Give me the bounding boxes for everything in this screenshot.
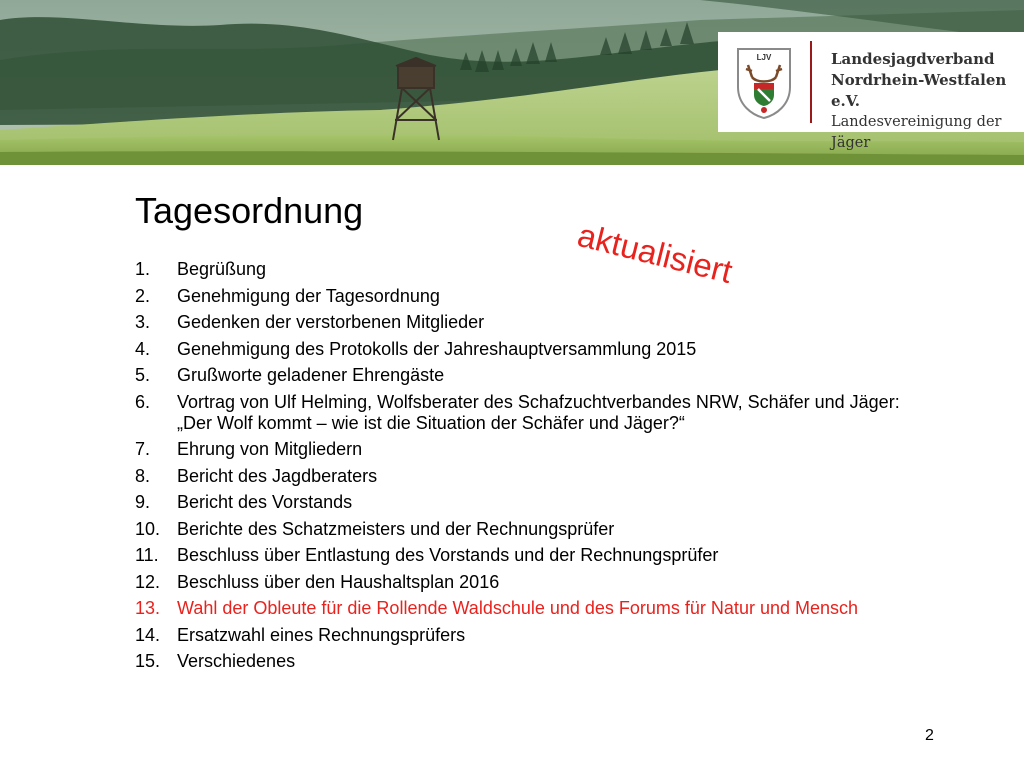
agenda-text: Beschluss über den Haushaltsplan 2016 bbox=[177, 571, 500, 592]
agenda-text: Ersatzwahl eines Rechnungsprüfers bbox=[177, 624, 466, 645]
agenda-text: Bericht des Vorstands bbox=[177, 492, 353, 512]
logo-line-2: Nordrhein-Westfalen e.V. bbox=[831, 71, 1007, 110]
agenda-item bbox=[135, 492, 935, 513]
agenda-item bbox=[135, 339, 935, 360]
agenda-number: 9. bbox=[135, 492, 151, 512]
agenda-item bbox=[135, 519, 935, 540]
agenda-number: 8. bbox=[135, 465, 151, 486]
agenda-item bbox=[135, 392, 935, 434]
agenda-number: 10. bbox=[135, 518, 161, 539]
agenda-text: Beschluss über Entlastung des Vorstands und der Rechnungsprüfer bbox=[177, 545, 719, 565]
updated-stamp: aktualisiert bbox=[574, 216, 737, 291]
agenda-number: 12. bbox=[135, 571, 161, 592]
agenda-list bbox=[135, 259, 935, 678]
agenda-number: 15. bbox=[135, 651, 161, 671]
header-banner bbox=[0, 0, 1024, 165]
agenda-item bbox=[135, 466, 935, 487]
agenda-number: 5. bbox=[135, 365, 151, 385]
agenda-number: 7. bbox=[135, 439, 151, 459]
agenda-text: Genehmigung des Protokolls der Jahreshauptversammlung 2015 bbox=[177, 338, 697, 359]
ljv-deer-crest-icon bbox=[734, 43, 794, 119]
agenda-item bbox=[135, 651, 935, 672]
agenda-number: 13. bbox=[135, 598, 161, 618]
agenda-number: 1. bbox=[135, 259, 151, 279]
logo-line-3: Landesvereinigung der Jäger bbox=[831, 114, 1002, 151]
agenda-item-highlighted bbox=[135, 598, 935, 619]
agenda-text: Berichte des Schatzmeisters und der Rechnungsprüfer bbox=[177, 518, 615, 539]
agenda-number: 6. bbox=[135, 391, 151, 412]
agenda-number: 2. bbox=[135, 285, 151, 306]
agenda-item bbox=[135, 439, 935, 460]
logo-divider bbox=[810, 41, 812, 123]
agenda-item bbox=[135, 625, 935, 646]
ljv-logo bbox=[718, 32, 1024, 151]
slide-title: Tagesordnung bbox=[135, 190, 364, 231]
agenda-text: Gedenken der verstorbenen Mitglieder bbox=[177, 312, 485, 332]
agenda-number: 14. bbox=[135, 624, 161, 645]
crest-badge: LJV bbox=[756, 53, 772, 62]
page-number: 2 bbox=[925, 727, 934, 744]
agenda-number: 3. bbox=[135, 312, 151, 332]
logo-line-1: Landesjagdverband bbox=[831, 50, 995, 68]
logo-text bbox=[831, 49, 1024, 154]
agenda-number: 4. bbox=[135, 338, 151, 359]
agenda-text: Genehmigung der Tagesordnung bbox=[177, 285, 440, 306]
agenda-text: Vortrag von Ulf Helming, Wolfsberater des Schafzuchtverbandes NRW, Schäfer und Jäger: „Der Wolf kommt – wie ist die Situation der Schäfer und Jäger?“ bbox=[177, 391, 900, 433]
agenda-text: Ehrung von Mitgliedern bbox=[177, 439, 363, 459]
agenda-item bbox=[135, 545, 935, 566]
agenda-text: Verschiedenes bbox=[177, 651, 296, 671]
agenda-text: Grußworte geladener Ehrengäste bbox=[177, 365, 445, 385]
agenda-item bbox=[135, 572, 935, 593]
agenda-item bbox=[135, 365, 935, 386]
agenda-text: Begrüßung bbox=[177, 259, 267, 279]
agenda-text: Bericht des Jagdberaters bbox=[177, 465, 378, 486]
agenda-text: Wahl der Obleute für die Rollende Waldschule und des Forums für Natur und Mensch bbox=[177, 598, 859, 618]
agenda-item bbox=[135, 312, 935, 333]
agenda-item bbox=[135, 286, 935, 307]
agenda-number: 11. bbox=[135, 545, 159, 565]
agenda-item bbox=[135, 259, 935, 280]
